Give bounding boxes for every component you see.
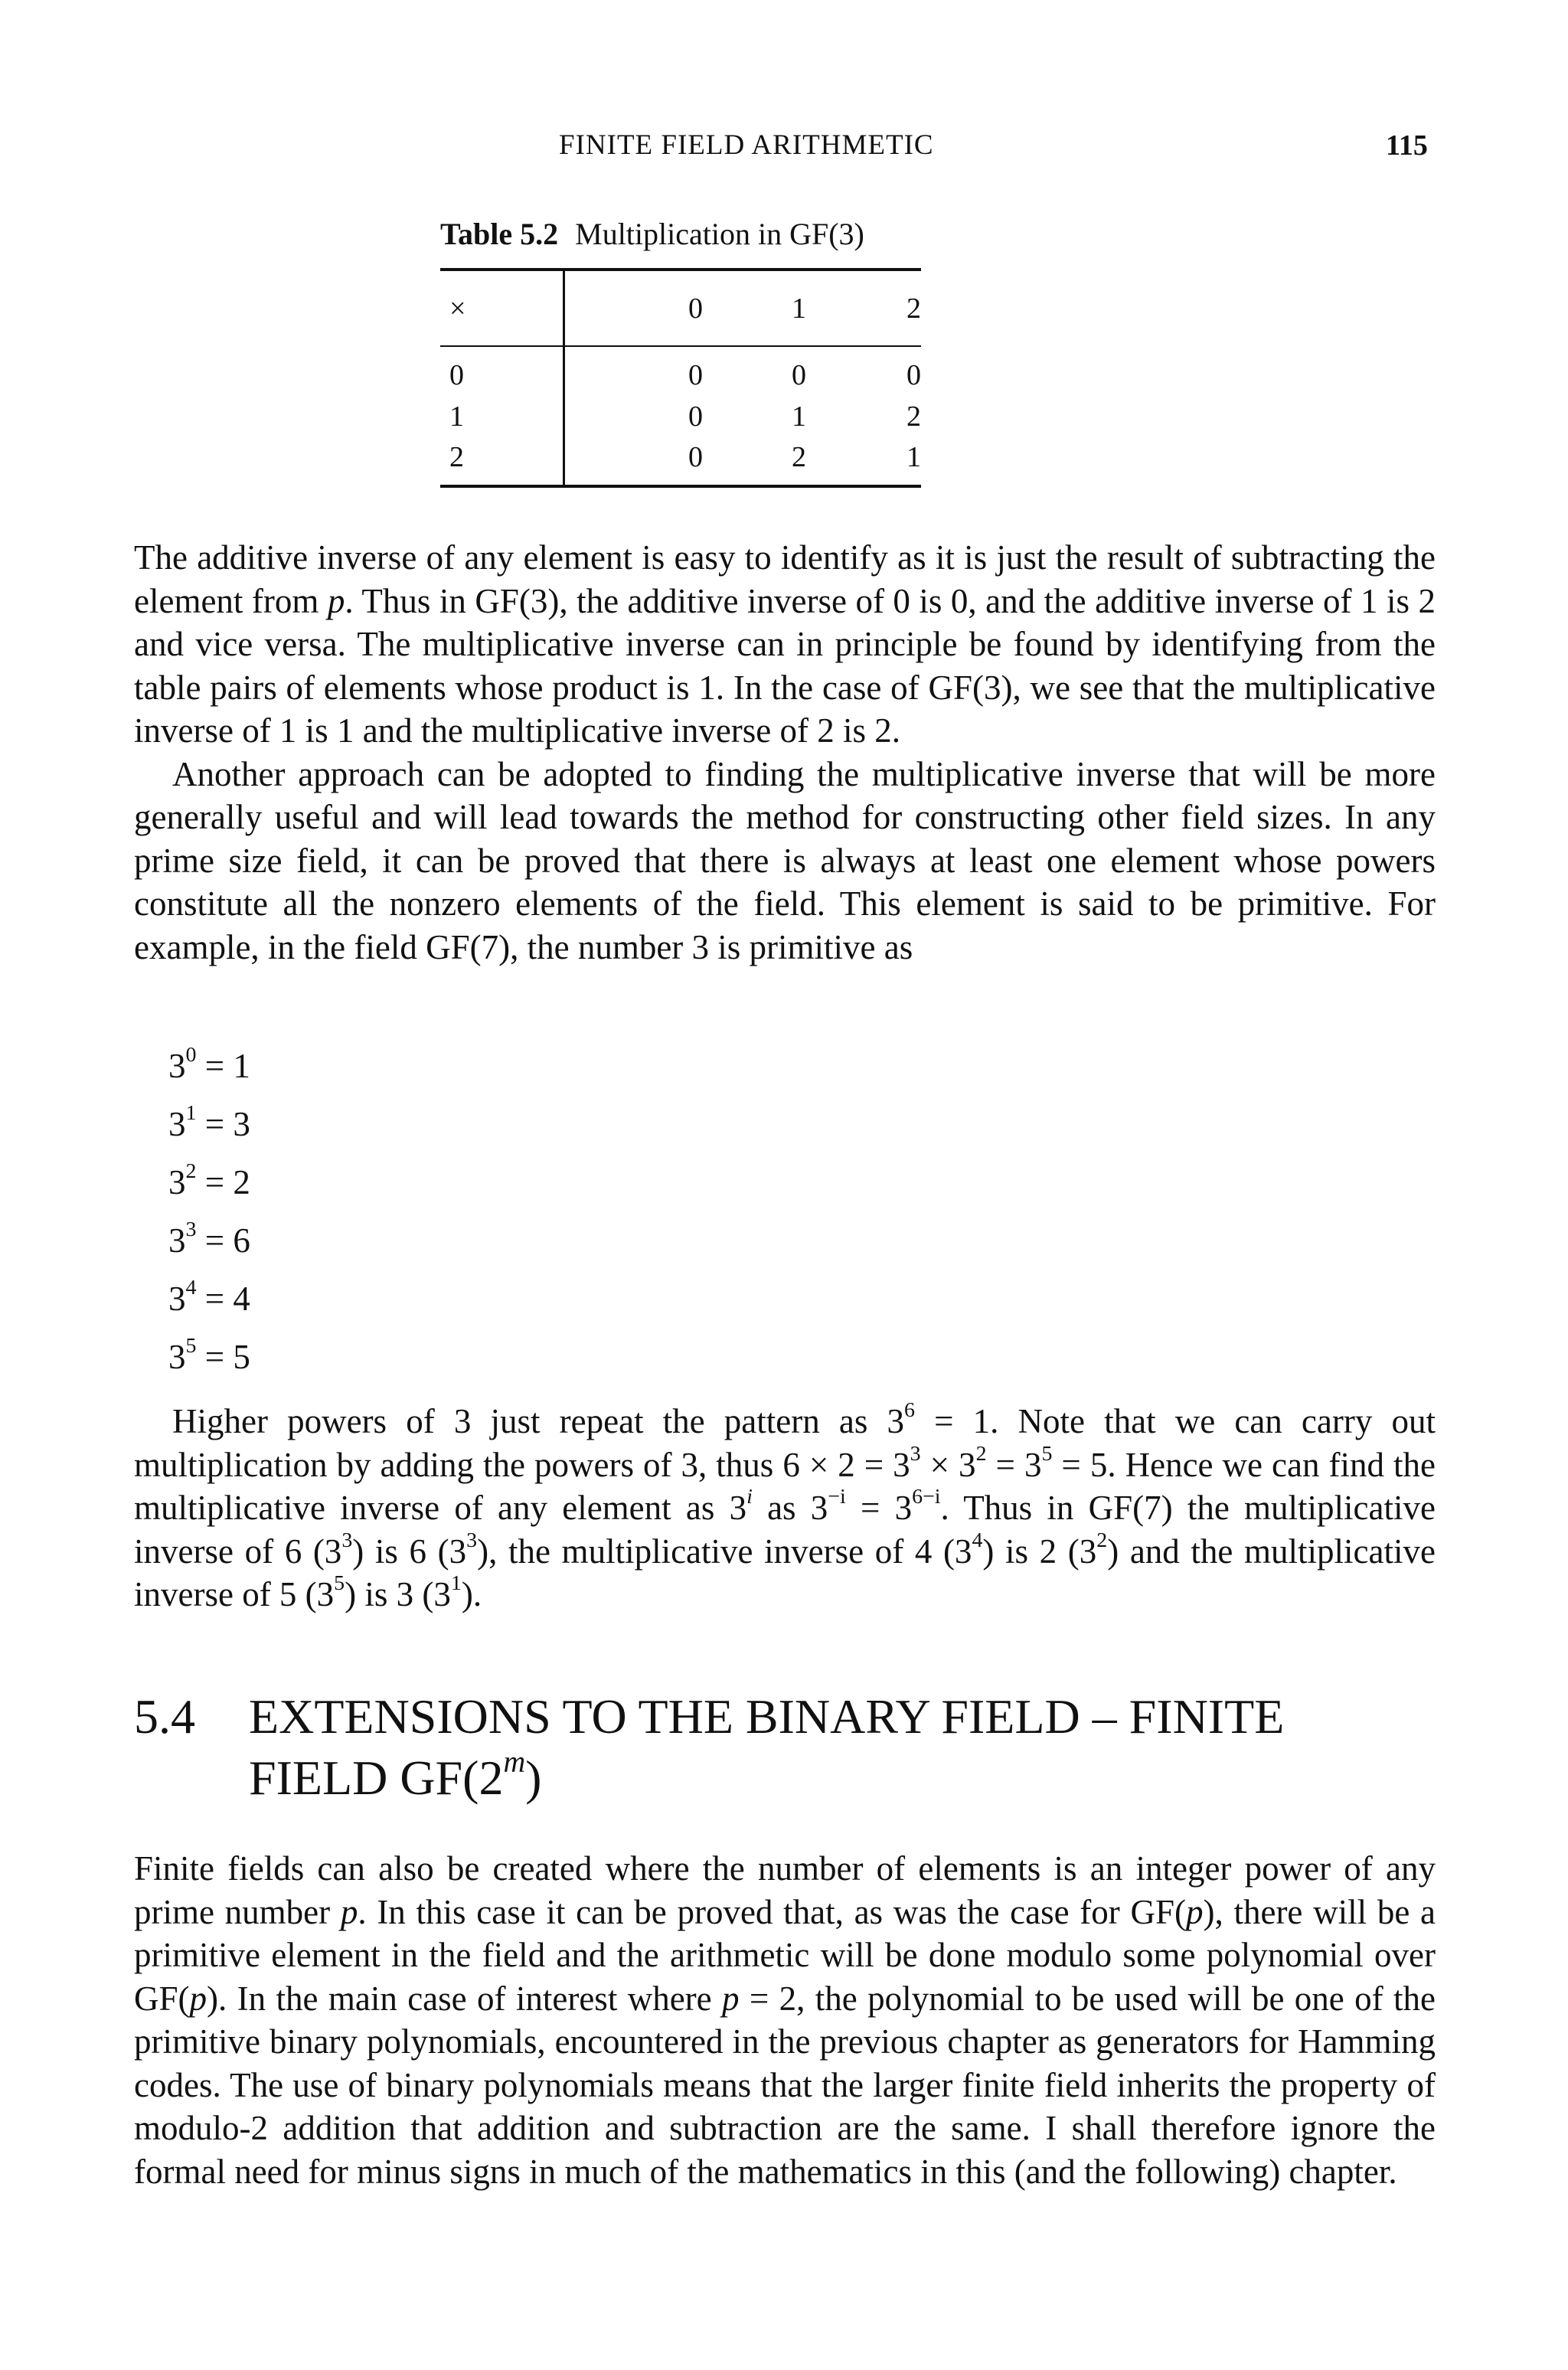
table-caption-text: Multiplication in GF(3) — [575, 217, 864, 251]
power-equation: $3^1 = 3$ — [168, 1101, 250, 1143]
multiplication-table — [440, 268, 921, 488]
table-row — [440, 440, 921, 486]
table-cell: 0 — [688, 359, 703, 391]
column-header: 1 — [792, 292, 806, 325]
page-number: 115 — [1386, 129, 1428, 162]
table-cell: 2 — [792, 440, 806, 473]
table-caption — [440, 216, 864, 252]
section-title-line1: EXTENSIONS TO THE BINARY FIELD – FINITE — [249, 1689, 1285, 1744]
row-header: 1 — [440, 393, 564, 440]
body-text-lower — [134, 1847, 1436, 2193]
table-cell: 0 — [688, 440, 703, 473]
table-row — [440, 346, 921, 393]
paragraph-additive-inverse: The additive inverse of any element is easy to identify as it is just the result of subtracting the element from p. Thus in GF(3), the additive inverse of 0 is 0, and the additive inverse of 1 is 2 and vice versa. The multiplicative inverse can in principle be found by identifying from the table pairs of elements whose product is 1. In the case of GF(3), we see that the multiplicative inverse of 1 is 1 and the multiplicative inverse of 2 is 2. — [134, 538, 1436, 750]
table-cell: 0 — [688, 400, 703, 433]
table-corner-symbol: × — [440, 270, 564, 346]
row-header: 0 — [440, 346, 564, 393]
section-number: 5.4 — [134, 1689, 195, 1744]
section-heading — [134, 1686, 1284, 1809]
section-title-line2: FIELD GF(2$^m$) — [249, 1744, 542, 1805]
table-cell: 0 — [792, 359, 806, 391]
power-equation: $3^0 = 1$ — [168, 1043, 250, 1085]
body-text-middle — [134, 1400, 1436, 1617]
table-header-row — [440, 270, 921, 346]
power-equation: $3^3 = 6$ — [168, 1218, 250, 1260]
running-header: FINITE FIELD ARITHMETIC — [559, 129, 934, 161]
paragraph-higher-powers: Higher powers of 3 just repeat the pattern as $3^6 = 1$. Note that we can carry out multiplication by adding the powers of 3, thus $6 \times 2 = 3^3 \times 3^2 = 3^5 = 5$. Hence we can find the multiplicative inverse of any element as 3$^i$ as $3^{-i} = 3^{6-i}$. Thus in GF(7) the multiplicative inverse of 6 $(3^3)$ is 6 $(3^3)$, the multiplicative inverse of 4 $(3^4)$ is 2 $(3^2)$ and the multiplicative inverse of 5 $(3^5)$ is 3 $(3^1)$. — [134, 1398, 1436, 1613]
powers-of-three-list — [168, 1037, 250, 1386]
body-text-upper — [134, 536, 1436, 969]
paragraph-primitive-element: Another approach can be adopted to finding the multiplicative inverse that will be more generally useful and will lead towards the method for constructing other field sizes. In any prime size field, it can be proved that there is always at least one element whose powers constitute all the nonzero elements of the field. This element is said to be primitive. For example, in the field GF(7), the number 3 is primitive as — [134, 754, 1436, 966]
table-cell: 2 — [906, 400, 921, 433]
table-cell: 1 — [906, 440, 921, 473]
table-cell: 1 — [792, 400, 806, 433]
column-header: 0 — [688, 292, 703, 325]
row-header: 2 — [440, 440, 564, 486]
table-row — [440, 393, 921, 440]
table-cell: 0 — [906, 359, 921, 391]
power-equation: $3^2 = 2$ — [168, 1159, 250, 1201]
column-header: 2 — [906, 292, 921, 325]
table-label: Table 5.2 — [440, 217, 559, 251]
power-equation: $3^4 = 4$ — [168, 1276, 250, 1318]
paragraph-extension-fields: Finite fields can also be created where the number of elements is an integer power of any prime number p. In this case it can be proved that, as was the case for GF(p), there will be a primitive element in the field and the arithmetic will be done modulo some polynomial over GF(p). In the main case of interest where p = 2, the polynomial to be used will be one of the primitive binary polynomials, encountered in the previous chapter as generators for Hamming codes. The use of binary polynomials means that the larger finite field inherits the property of modulo-2 addition that addition and subtraction are the same. I shall therefore ignore the formal need for minus signs in much of the mathematics in this (and the following) chapter. — [134, 1849, 1436, 2191]
power-equation: $3^5 = 5$ — [168, 1334, 250, 1376]
